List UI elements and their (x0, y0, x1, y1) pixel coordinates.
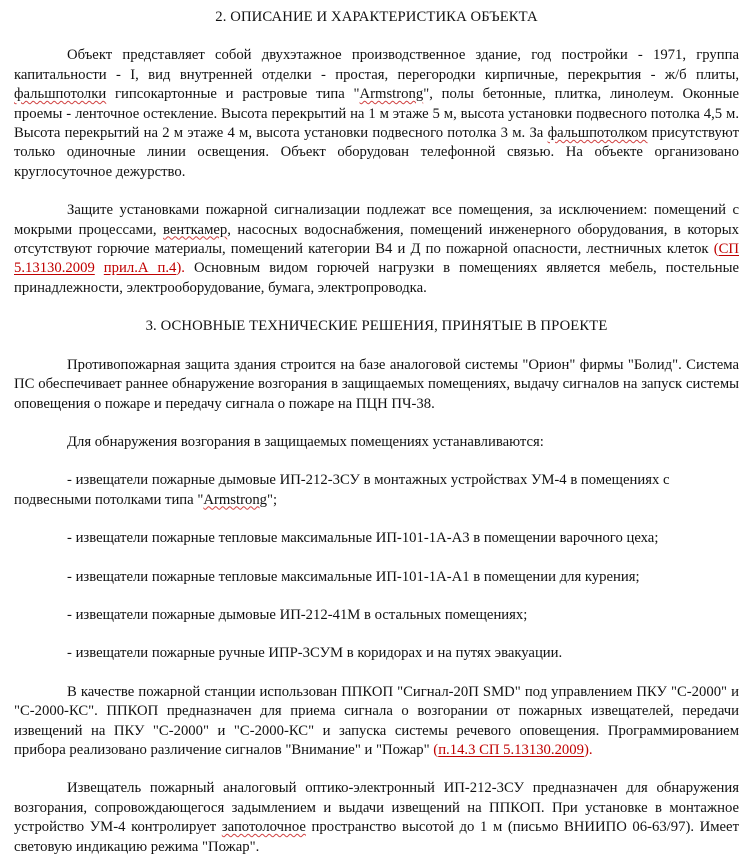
section-2-paragraph-1: Объект представляет собой двухэтажное производственное здание, год постройки - 1971, группа капитальности - I, вид внутренней отделки - простая, перегородки кирпичные, перекрытия - ж/б плиты, фальшпотолки гипсокартонные и растровые типа "Armstrong", полы бетонные, плитка, линолеум. Оконные проемы - ленточное остекление. Высота перекрытий на 1 м этаже 5 м, высота установки подвесного потолка 4,5 м. Высота перекрытий на 2 м этаже 4 м, высота установки подвесного потолка 3 м. За фальшпотолком присутствуют только одиночные линии освещения. Объект оборудован телефонной связью. На объекте организовано круглосуточное дежурство. (14, 47, 740, 180)
list-item: - извещатели пожарные дымовые ИП-212-3СУ в монтажных устройствах УМ-4 в помещениях с подвесными потолками типа "Armstrong"; (14, 472, 670, 508)
section-3-paragraph-2: Для обнаружения возгорания в защищаемых помещениях устанавливаются: (67, 433, 544, 450)
section-2-paragraph-2: Защите установками пожарной сигнализации подлежат все помещения, за исключением: помещений с мокрыми процессами, венткамер, насосных водоснабжения, помещений инженерного оборудования, в которых отсутствуют горючие материалы, помещений категории В4 и Д по пожарной опасности, лестничных клеток (СП 5.13130.2009 прил.А п.4). Основным видом горючей нагрузки в помещениях является мебель, постельные принадлежности, электрооборудование, бумага, электропроводка. (14, 202, 740, 296)
section-3-paragraph-4: Извещатель пожарный аналоговый оптико-электронный ИП-212-3СУ предназначен для обнаружения возгорания, сопровождающегося задымлением и выдачи извещений на ППКОП. При установке в монтажное устройство УМ-4 контролирует запотолочное пространство высотой до 1 м (письмо ВНИИПО 06-63/97). Имеет световую индикацию режима "Пожар". (14, 780, 739, 855)
section-3-paragraph-1: Противопожарная защита здания строится на базе аналоговой системы "Орион" фирмы "Болид". Система ПС обеспечивает раннее обнаружение возгорания в защищаемых помещениях, выдачу сигналов на запуск системы оповещения о пожаре и передачу сигнала о пожаре на ПЦН ПЧ-38. (14, 356, 739, 412)
spellcheck-word[interactable]: фальшпотолки (14, 86, 107, 103)
spellcheck-word[interactable]: венткамер (163, 221, 228, 238)
spellcheck-word[interactable]: Armstrong (359, 86, 424, 103)
spellcheck-word[interactable]: Armstrong (203, 491, 268, 508)
section-3-title: 3. ОСНОВНЫЕ ТЕХНИЧЕСКИЕ РЕШЕНИЯ, ПРИНЯТЫЕ В ПРОЕКТЕ (145, 318, 608, 335)
normative-reference-link[interactable]: прил.А п.4 (103, 260, 177, 277)
spellcheck-word[interactable]: фальшпотолком (547, 125, 648, 142)
list-item: - извещатели пожарные тепловые максимальные ИП-101-1А-А3 в помещении варочного цеха; (67, 530, 659, 547)
normative-reference-link[interactable]: СП 5.13130.2009 (14, 241, 739, 277)
normative-reference-link[interactable]: п.14.3 СП 5.13130.2009 (438, 741, 584, 758)
section-3-paragraph-3: В качестве пожарной станции использован ППКОП "Сигнал-20П SMD" под управлением ПКУ "С-2000" и "С-2000-КС". ППКОП предназначен для приема сигнала о возгорании от пожарных извещателей, передачи извещений на ПКУ "С-2000" и "С-2000-КС" и запуска системы речевого оповещения. Программированием прибора реализовано различение сигналов "Внимание" и "Пожар" (п.14.3 СП 5.13130.2009). (14, 683, 739, 758)
spellcheck-word[interactable]: запотолочное (221, 819, 306, 836)
list-item: - извещатели пожарные дымовые ИП-212-41М в остальных помещениях; (67, 606, 528, 623)
list-item: - извещатели пожарные ручные ИПР-3СУМ в коридорах и на путях эвакуации. (67, 645, 563, 662)
section-2-title: 2. ОПИСАНИЕ И ХАРАКТЕРИСТИКА ОБЪЕКТА (215, 9, 538, 25)
list-item: - извещатели пожарные тепловые максимальные ИП-101-1А-А1 в помещении для курения; (67, 568, 640, 585)
